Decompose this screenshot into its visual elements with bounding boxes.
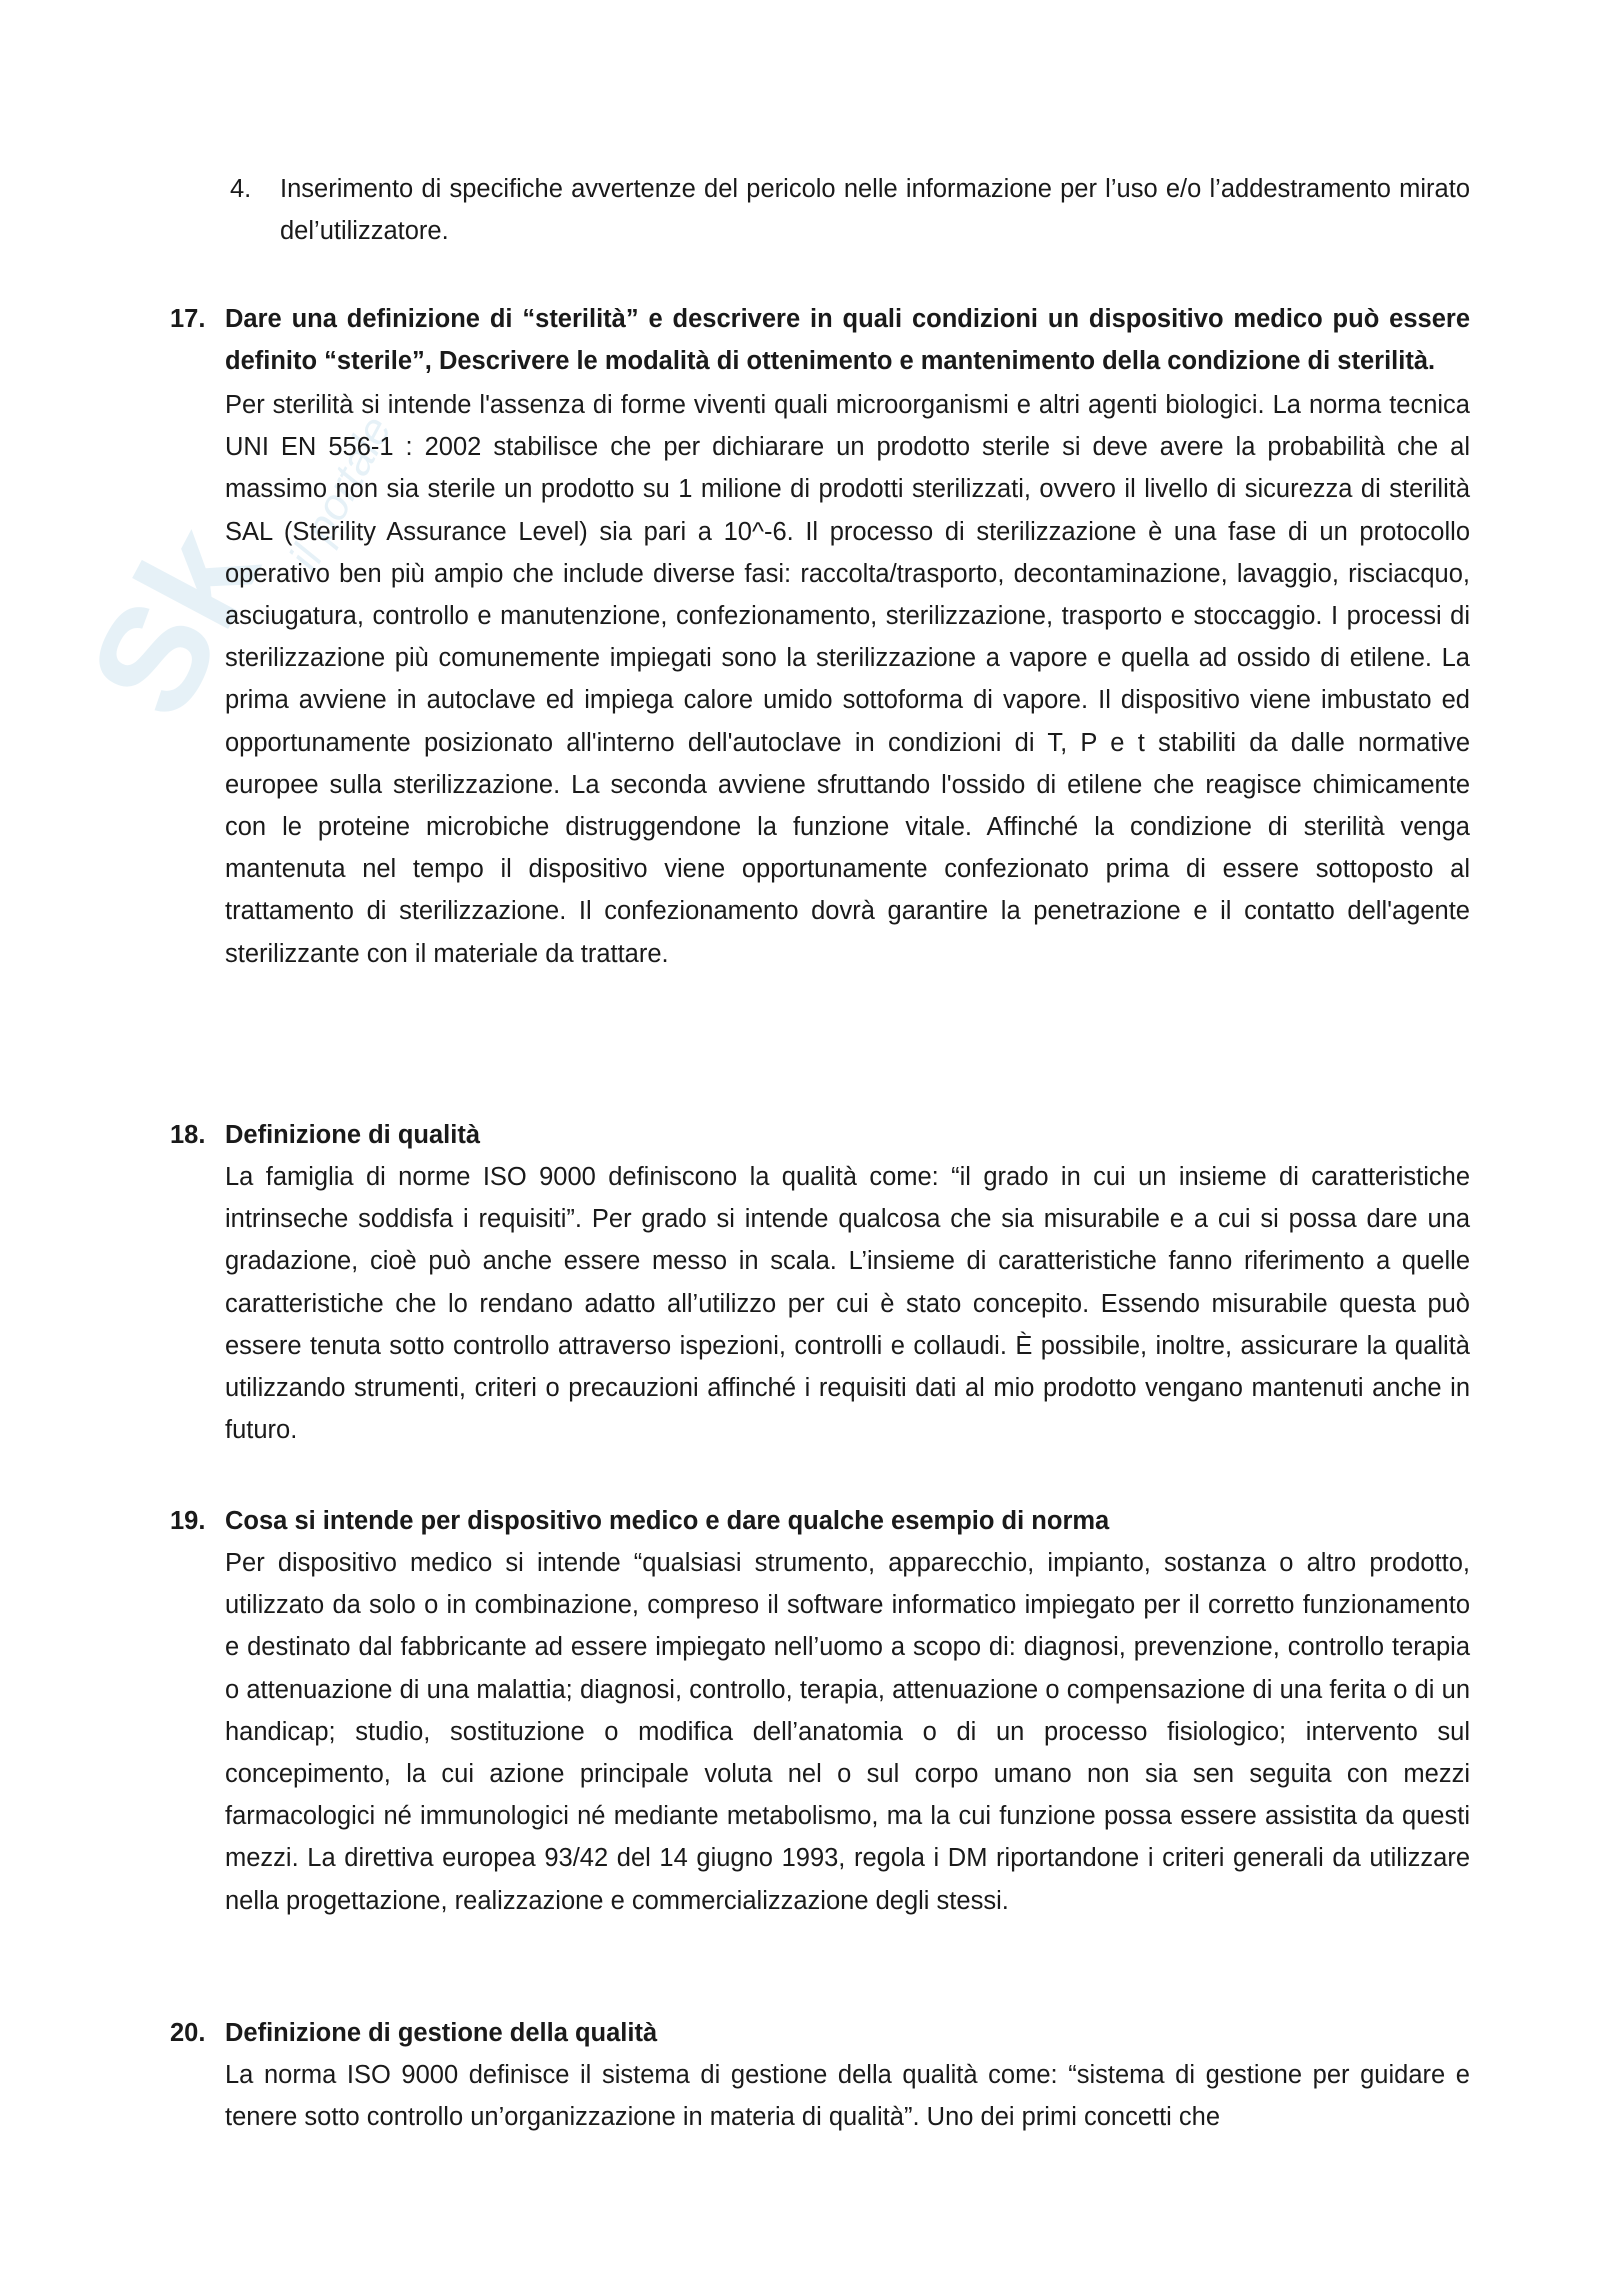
section-17 xyxy=(170,298,1470,975)
question-20 xyxy=(170,2012,1470,2054)
question-number: 18. xyxy=(170,1121,206,1149)
answer-20: La norma ISO 9000 definisce il sistema di gestione della qualità come: “sistema di gestione per guidare e tenere sotto controllo un’organizzazione in materia di qualità”. Uno dei primi concetti che xyxy=(225,2061,1470,2132)
answer-18: La famiglia di norme ISO 9000 definiscono la qualità come: “il grado in cui un insieme di caratteristiche intrinseche soddisfa i requisiti”. Per grado si intende qualcosa che sia misurabile e a cui si possa dare una gradazione, cioè può anche essere messo in scala. L’insieme di caratteristiche fanno riferimento a quelle caratteristiche che lo rendano adatto all’utilizzo per cui è stato concepito. Essendo misurabile questa può essere tenuta sotto controllo attraverso ispezioni, controlli e collaudi. È possibile, inoltre, assicurare la qualità utilizzando strumenti, criteri o precauzioni affinché i requisiti dati al mio prodotto vengano mantenuti anche in futuro. xyxy=(225,1163,1470,1445)
section-19 xyxy=(170,1500,1470,1922)
list-item-text: Inserimento di specifiche avvertenze del pericolo nelle informazione per l’uso e/o l’addestramento mirato del’utilizzatore. xyxy=(280,175,1470,245)
section-18 xyxy=(170,1114,1470,1451)
question-text: Definizione di gestione della qualità xyxy=(225,2019,658,2047)
list-item-number: 4. xyxy=(230,175,252,203)
svg-text:Sk: Sk xyxy=(56,500,291,742)
question-text: Cosa si intende per dispositivo medico e dare qualche esempio di norma xyxy=(225,1507,1110,1535)
question-text: Dare una definizione di “sterilità” e descrivere in quali condizioni un dispositivo medico può essere definito “sterile”, Descrivere le modalità di ottenimento e mantenimento della condizione di sterilità. xyxy=(225,305,1470,375)
answer-17: Per sterilità si intende l'assenza di forme viventi quali microorganismi e altri agenti biologici. La norma tecnica UNI EN 556-1 : 2002 stabilisce che per dichiarare un prodotto sterile si deve avere la probabilità che al massimo non sia sterile un prodotto su 1 milione di prodotti sterilizzati, ovvero il livello di sicurezza di sterilità SAL (Sterility Assurance Level) sia pari a 10^-6. Il processo di sterilizzazione è una fase di un protocollo operativo ben più ampio che include diverse fasi: raccolta/trasporto, decontaminazione, lavaggio, risciacquo, asciugatura, controllo e manutenzione, confezionamento, sterilizzazione, trasporto e stoccaggio. I processi di sterilizzazione più comunemente impiegati sono la sterilizzazione a vapore e quella ad ossido di etilene. La prima avviene in autoclave ed impiega calore umido sottoforma di vapore. Il dispositivo viene imbustato ed opportunamente posizionato all'interno dell'autoclave in condizioni di T, P e t stabiliti da dalle normative europee sulla sterilizzazione. La seconda avviene sfruttando l'ossido di etilene che reagisce chimicamente con le proteine microbiche distruggendone la funzione vitale. Affinché la condizione di sterilità venga mantenuta nel tempo il dispositivo viene opportunamente confezionato prima di essere sottoposto al trattamento di sterilizzazione. Il confezionamento dovrà garantire la penetrazione e il contatto dell'agente sterilizzante con il materiale da trattare. xyxy=(225,391,1470,968)
section-20 xyxy=(170,2012,1470,2138)
question-17 xyxy=(170,298,1470,382)
list-item-4 xyxy=(230,168,1470,252)
question-text: Definizione di qualità xyxy=(225,1121,481,1149)
question-18 xyxy=(170,1114,1470,1156)
answer-19: Per dispositivo medico si intende “qualsiasi strumento, apparecchio, impianto, sostanza o altro prodotto, utilizzato da solo o in combinazione, compreso il software informatico impiegato per il corretto funzionamento e destinato dal fabbricante ad essere impiegato nell’uomo a scopo di: diagnosi, prevenzione, controllo terapia o attenuazione di una malattia; diagnosi, controllo, terapia, attenuazione o compensazione di una ferita o di un handicap; studio, sostituzione o modifica dell’anatomia o di un processo fisiologico; intervento sul concepimento, la cui azione principale voluta nel o sul corpo umano non sia sen seguita con mezzi farmacologici né immunologici né mediante metabolismo, ma la cui funzione possa essere assistita da questi mezzi. La direttiva europea 93/42 del 14 giugno 1993, regola i DM riportandone i criteri generali da utilizzare nella progettazione, realizzazione e commercializzazione degli stessi. xyxy=(225,1549,1470,1915)
question-number: 20. xyxy=(170,2019,206,2047)
question-number: 17. xyxy=(170,305,206,333)
question-19 xyxy=(170,1500,1470,1542)
svg-text:il portale: il portale xyxy=(279,408,402,579)
question-number: 19. xyxy=(170,1507,206,1535)
